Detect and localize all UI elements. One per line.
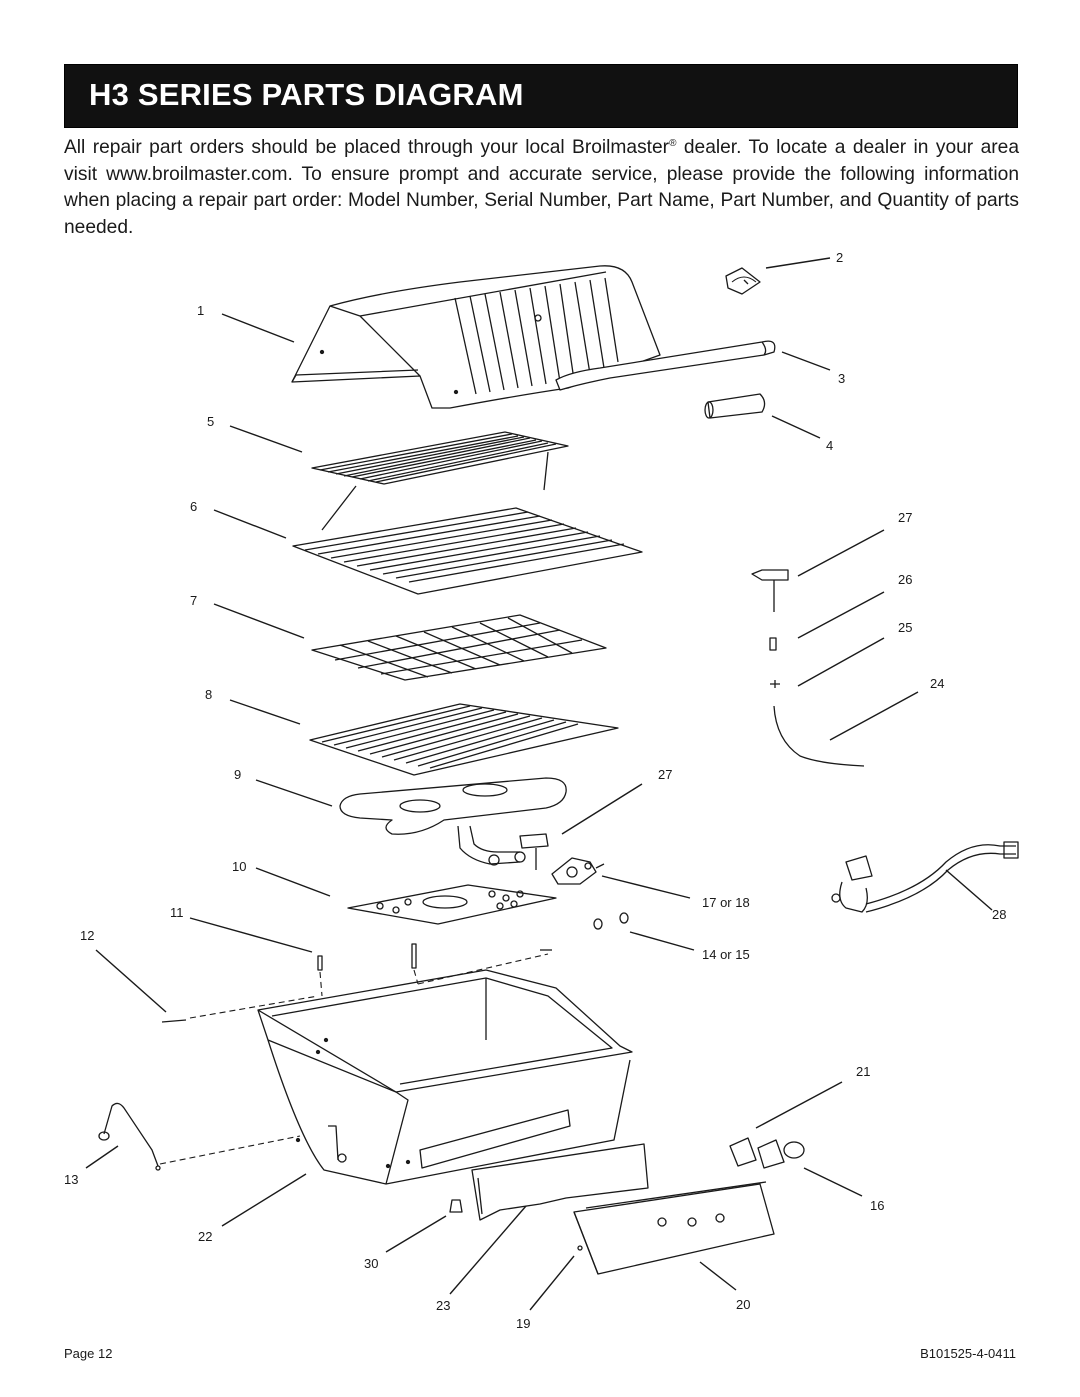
part-briquette-grate	[312, 615, 606, 680]
callout-24: 24	[930, 676, 945, 691]
intro-text-end: dealer. To locate a dealer in your area visit www.broilmaster.com. To ensure prompt and accurate service, please provide the following information when placing a repair part order: Model Number, Serial Number, Part Name, Part Number, and Quantity of parts needed.	[64, 137, 1019, 238]
callout-12: 12	[80, 928, 95, 943]
callout-4: 4	[826, 438, 834, 453]
part-handle-tube	[705, 394, 765, 418]
callout-7: 7	[190, 593, 198, 608]
footer-doc-number: B101525-4-0411	[920, 1346, 1016, 1361]
part-knobs	[730, 1138, 804, 1168]
part-hood	[292, 266, 660, 408]
callout-19: 19	[516, 1316, 531, 1331]
callout-27-top: 27	[898, 510, 913, 525]
callout-26: 26	[898, 572, 913, 587]
part-heat-shield	[348, 885, 556, 924]
callout-3: 3	[838, 371, 846, 386]
part-igniter-assembly	[752, 570, 864, 766]
part-grate-rods	[310, 704, 618, 775]
callout-5: 5	[207, 414, 215, 429]
callout-9: 9	[234, 767, 242, 782]
callout-10: 10	[232, 859, 247, 874]
part-valve	[552, 858, 604, 884]
callout-20: 20	[736, 1297, 751, 1312]
part-collector-box	[520, 834, 548, 870]
callout-16: 16	[870, 1198, 885, 1213]
callout-21: 21	[856, 1064, 871, 1079]
callout-11: 11	[170, 905, 184, 920]
callout-8: 8	[205, 687, 213, 702]
registered-mark: ®	[669, 138, 677, 149]
part-firebox	[258, 970, 632, 1184]
part-igniter-nut	[450, 1200, 462, 1212]
part-control-panel	[574, 1182, 774, 1274]
callout-13: 13	[64, 1172, 79, 1187]
part-orifices	[594, 913, 628, 929]
callout-14-15: 14 or 15	[702, 947, 750, 962]
callout-17-18: 17 or 18	[702, 895, 750, 910]
part-cooking-grid	[293, 508, 642, 594]
part-match-holder	[99, 1103, 160, 1170]
part-regulator-hose	[832, 842, 1018, 912]
intro-text-start: All repair part orders should be placed through your local Broilmaster	[64, 137, 670, 158]
callout-1: 1	[197, 303, 205, 318]
callout-27-mid: 27	[658, 767, 673, 782]
page-title: H3 SERIES PARTS DIAGRAM	[89, 77, 524, 112]
callout-22: 22	[198, 1229, 213, 1244]
footer-page-number: Page 12	[64, 1346, 113, 1361]
part-burner	[340, 778, 566, 865]
callout-6: 6	[190, 499, 198, 514]
part-thermometer	[726, 268, 760, 294]
callout-23: 23	[436, 1298, 451, 1313]
callout-30: 30	[364, 1256, 379, 1271]
callout-25: 25	[898, 620, 913, 635]
callout-28: 28	[992, 907, 1007, 922]
callout-2: 2	[836, 250, 844, 265]
